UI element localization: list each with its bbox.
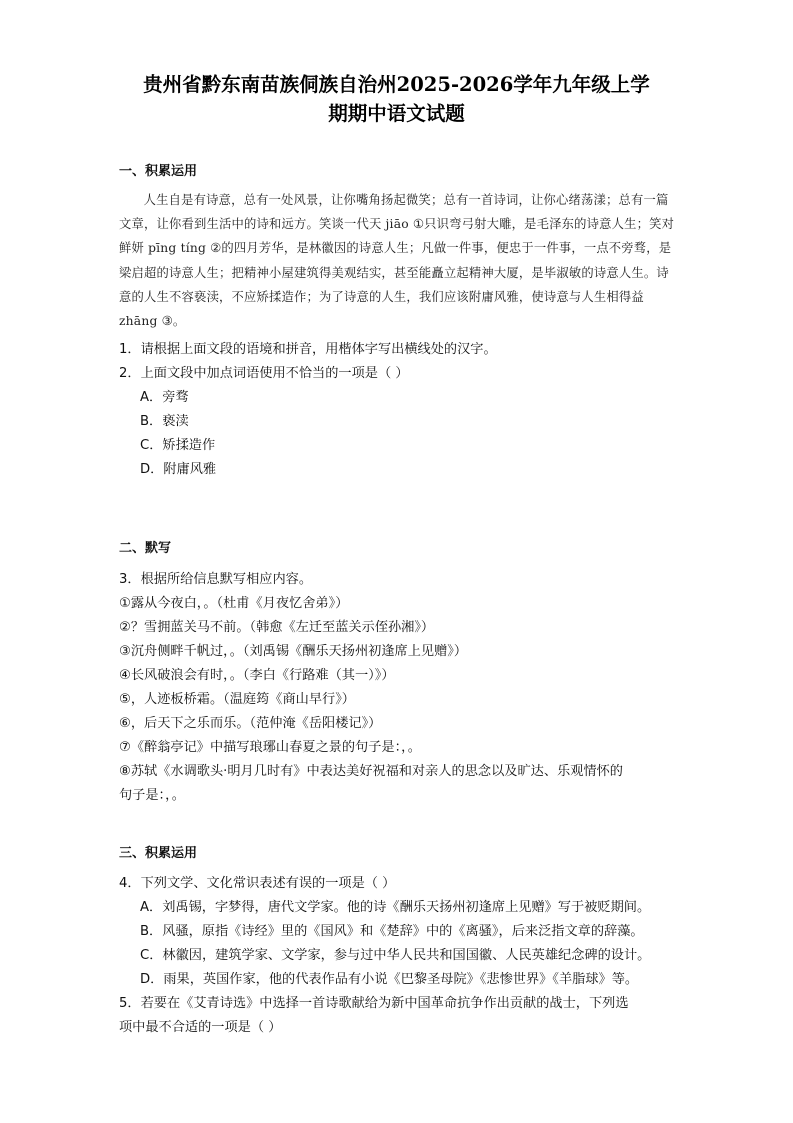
section-heading-2: 二、默写 — [119, 541, 172, 556]
question-5-line2: 项中最不合适的一项是（ ） — [119, 1020, 282, 1035]
exam-title-line2: 期期中语文试题 — [328, 102, 465, 125]
q3-item-3: ③沉舟侧畔千帆过，。（刘禹锡《酬乐天扬州初逢席上见赠》） — [119, 644, 468, 659]
q3-item-4: ④长风破浪会有时，。（李白《行路难（其一）》） — [119, 668, 395, 683]
exam-title-line1: 贵州省黔东南苗族侗族自治州2025-2026学年九年级上学 — [143, 73, 650, 96]
question-4: 4．下列文学、文化常识表述有误的一项是（ ） — [119, 876, 396, 891]
q3-item-5: ⑤，人迹板桥霜。（温庭筠《商山早行》） — [119, 692, 355, 707]
question-3: 3．根据所给信息默写相应内容。 — [119, 572, 313, 587]
q2-option-d[interactable]: D．附庸风雅 — [140, 462, 217, 477]
q2-option-b[interactable]: B．亵渎 — [140, 414, 189, 429]
q2-option-a[interactable]: A．旁骛 — [140, 390, 189, 405]
q3-item-7: ⑦《醉翁亭记》中描写琅琊山春夏之景的句子是：，。 — [119, 740, 421, 755]
q4-option-a[interactable]: A．刘禹锡，字梦得，唐代文学家。他的诗《酬乐天扬州初逢席上见赠》写于被贬期间。 — [140, 900, 651, 915]
q2-option-c[interactable]: C．矫揉造作 — [140, 438, 216, 453]
question-1: 1．请根据上面文段的语境和拼音，用楷体字写出横线处的汉字。 — [119, 342, 497, 357]
q4-option-d[interactable]: D．雨果，英国作家，他的代表作品有小说《巴黎圣母院》《悲惨世界》《羊脂球》等。 — [140, 972, 639, 987]
q3-item-8-continued: 句子是：，。 — [119, 788, 185, 803]
q4-option-c[interactable]: C．林徽因，建筑学家、文学家，参与过中华人民共和国国徽、人民英雄纪念碑的设计。 — [140, 948, 651, 963]
q3-item-6: ⑥，后天下之乐而乐。（范仲淹《岳阳楼记》） — [119, 716, 382, 731]
q3-item-2: ②？雪拥蓝关马不前。（韩愈《左迁至蓝关示侄孙湘》） — [119, 620, 435, 635]
q3-item-8: ⑧苏轼《水调歌头·明月几时有》中表达美好祝福和对亲人的思念以及旷达、乐观情怀的 — [119, 764, 623, 779]
reading-passage: 人生自是有诗意，总有一处风景，让你嘴角扬起微笑；总有一首诗词，让你心绪荡漾；总有一篇文章，让你看到生活中的诗和远方。笑谈一代天 jiāo ①只识弯弓射大雕，是毛泽东的诗意人生；笑对鲜妍 pīng tíng ②的四月芳华，是林徽因的诗意人生；凡做一件事，便忠于一件事，一点不旁骛，是梁启超的诗意人生；把精神小屋建筑得美观结实，甚至能矗立起精神大厦，是毕淑敏的诗意人生。诗意的人生不容亵渎，不应矫揉造作；为了诗意的人生，我们应该附庸风雅，使诗意与人生相得益 zhāng ③。 — [119, 193, 675, 329]
q3-item-1: ①露从今夜白，。（杜甫《月夜忆舍弟》） — [119, 596, 349, 611]
question-2: 2．上面文段中加点词语使用不恰当的一项是（ ） — [119, 366, 409, 381]
section-heading-3: 三、积累运用 — [119, 846, 198, 861]
q4-option-b[interactable]: B．风骚，原指《诗经》里的《国风》和《楚辞》中的《离骚》，后来泛指文章的辞藻。 — [140, 924, 644, 939]
question-5-line1: 5．若要在《艾青诗选》中选择一首诗歌献给为新中国革命抗争作出贡献的战士，下列选 — [119, 996, 629, 1011]
section-heading-1: 一、积累运用 — [119, 164, 198, 179]
